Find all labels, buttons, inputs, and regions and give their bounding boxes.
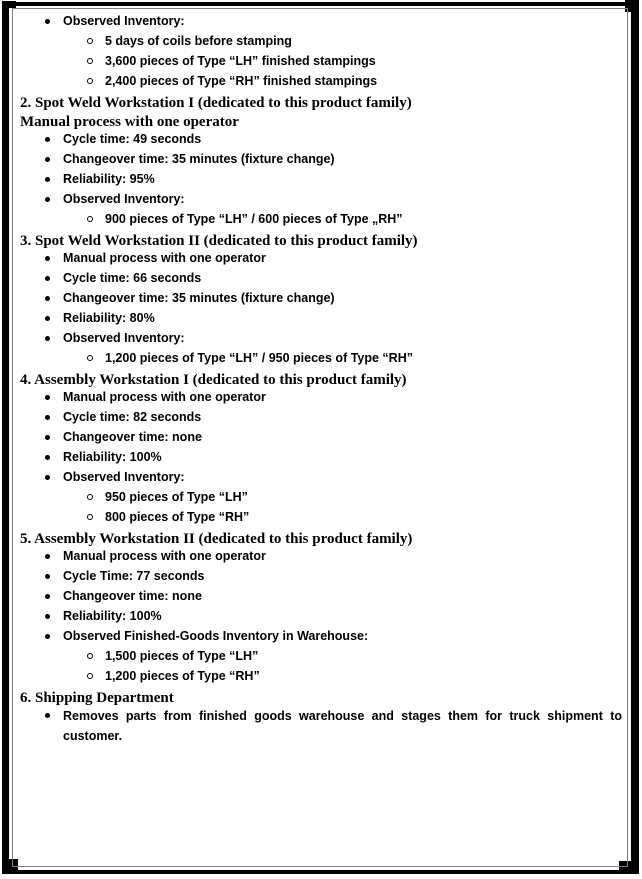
bullet-dot-icon (45, 574, 50, 579)
list-item (44, 193, 622, 206)
bullet-marker (44, 252, 63, 261)
section-heading: 4. Assembly Workstation I (dedicated to this product family) (20, 372, 407, 388)
section-heading: 5. Assembly Workstation II (dedicated to this product family) (20, 531, 413, 547)
list-item (44, 570, 622, 583)
document-body (20, 15, 622, 753)
list-item-text: Observed Finished-Goods Inventory in Warehouse: (63, 629, 369, 643)
bullet-marker (44, 193, 63, 202)
list-item (86, 670, 622, 683)
list-item (44, 709, 622, 746)
bullet-marker (44, 173, 63, 182)
list-item (44, 15, 622, 28)
list-item (44, 272, 622, 285)
list-item-text: Cycle time: 66 seconds (63, 271, 202, 285)
list-item (44, 133, 622, 146)
list-item-text: 2,400 pieces of Type “RH” finished stampings (105, 74, 378, 88)
bullet-dot-icon (45, 296, 50, 301)
list-item-text: 800 pieces of Type “RH” (105, 510, 250, 524)
list-item-text: Manual process with one operator (63, 390, 266, 404)
bullet-marker (86, 55, 105, 64)
list-item-text: Removes parts from finished goods warehouse and stages them for truck shipment to customer. (63, 709, 622, 743)
list-item-text: 1,200 pieces of Type “RH” (105, 669, 260, 683)
bullet-marker (86, 213, 105, 222)
bullet-dot-icon (45, 614, 50, 619)
bullet-marker (86, 491, 105, 500)
bullet-dot-icon (45, 197, 50, 202)
bullet-dot-icon (45, 713, 50, 718)
list-item-text: Observed Inventory: (63, 192, 185, 206)
bullet-marker (44, 709, 63, 718)
bullet-marker (44, 133, 63, 142)
bullet-circle-icon (87, 216, 93, 222)
page-border-right (631, 1, 639, 874)
bullet-marker (44, 451, 63, 460)
page-border-left (2, 1, 9, 873)
bullet-dot-icon (45, 475, 50, 480)
bullet-circle-icon (87, 514, 93, 520)
list-item-text: Cycle Time: 77 seconds (63, 569, 205, 583)
list-item-text: Changeover time: 35 minutes (fixture change) (63, 291, 335, 305)
list-item (44, 550, 622, 563)
bullet-circle-icon (87, 38, 93, 44)
bullet-dot-icon (45, 455, 50, 460)
bullet-dot-icon (45, 395, 50, 400)
list-item-text: Reliability: 80% (63, 311, 155, 325)
list-item-text: Manual process with one operator (63, 251, 266, 265)
bullet-marker (44, 272, 63, 281)
list-item-text: 1,500 pieces of Type “LH” (105, 649, 259, 663)
bullet-marker (44, 15, 63, 24)
bullet-marker (86, 670, 105, 679)
list-item (44, 391, 622, 404)
bullet-dot-icon (45, 415, 50, 420)
bullet-circle-icon (87, 673, 93, 679)
list-item (86, 491, 622, 504)
list-item (44, 292, 622, 305)
list-item (86, 352, 622, 365)
list-item-text: Changeover time: 35 minutes (fixture change) (63, 152, 335, 166)
page-border-corner-top-right (625, 0, 639, 12)
bullet-marker (44, 411, 63, 420)
list-item-text: Changeover time: none (63, 589, 202, 603)
list-item-text: 1,200 pieces of Type “LH” / 950 pieces of Type “RH” (105, 351, 413, 365)
list-item (44, 332, 622, 345)
list-item-text: Cycle time: 49 seconds (63, 132, 202, 146)
list-item-text: Changeover time: none (63, 430, 202, 444)
bullet-marker (44, 610, 63, 619)
list-item (44, 630, 622, 643)
list-item (44, 153, 622, 166)
list-item-text: Observed Inventory: (63, 14, 185, 28)
list-item (44, 312, 622, 325)
bullet-dot-icon (45, 435, 50, 440)
bullet-marker (44, 391, 63, 400)
bullet-dot-icon (45, 336, 50, 341)
section-heading: 3. Spot Weld Workstation II (dedicated to this product family) (20, 233, 418, 249)
bullet-marker (44, 332, 63, 341)
section-heading: 6. Shipping Department (20, 690, 174, 706)
bullet-circle-icon (87, 78, 93, 84)
bullet-marker (44, 153, 63, 162)
bullet-marker (86, 352, 105, 361)
bullet-marker (44, 292, 63, 301)
page-border-top (2, 2, 639, 6)
list-item-text: 950 pieces of Type “LH” (105, 490, 248, 504)
list-item (86, 35, 622, 48)
section-heading: 2. Spot Weld Workstation I (dedicated to this product family) (20, 95, 412, 111)
bullet-marker (44, 431, 63, 440)
list-item (44, 252, 622, 265)
list-item-text: Manual process with one operator (63, 549, 266, 563)
list-item (44, 610, 622, 623)
bullet-marker (44, 550, 63, 559)
bullet-marker (44, 471, 63, 480)
list-item (44, 431, 622, 444)
list-item-text: Observed Inventory: (63, 331, 185, 345)
list-item-text: Cycle time: 82 seconds (63, 410, 202, 424)
bullet-dot-icon (45, 157, 50, 162)
bullet-marker (44, 570, 63, 579)
bullet-marker (86, 511, 105, 520)
page-border-corner-top-left (2, 1, 16, 8)
list-item (86, 213, 622, 226)
list-item (86, 55, 622, 68)
bullet-marker (44, 590, 63, 599)
bullet-circle-icon (87, 494, 93, 500)
bullet-marker (86, 75, 105, 84)
bullet-circle-icon (87, 58, 93, 64)
list-item-text: 900 pieces of Type “LH” / 600 pieces of Type „RH” (105, 212, 403, 226)
page-border-corner-bottom-left (2, 859, 18, 874)
bullet-circle-icon (87, 653, 93, 659)
bullet-dot-icon (45, 276, 50, 281)
list-item (44, 471, 622, 484)
list-item (44, 451, 622, 464)
bullet-dot-icon (45, 634, 50, 639)
bullet-marker (86, 35, 105, 44)
list-item-text: Reliability: 95% (63, 172, 155, 186)
page-border-bottom (3, 870, 639, 874)
list-item-text: Reliability: 100% (63, 450, 162, 464)
bullet-marker (86, 650, 105, 659)
bullet-dot-icon (45, 177, 50, 182)
list-item (44, 173, 622, 186)
bullet-dot-icon (45, 137, 50, 142)
list-item-text: 5 days of coils before stamping (105, 34, 292, 48)
bullet-circle-icon (87, 355, 93, 361)
bullet-dot-icon (45, 256, 50, 261)
bullet-marker (44, 312, 63, 321)
list-item-text: Reliability: 100% (63, 609, 162, 623)
page-border-corner-bottom-right (619, 861, 639, 874)
bullet-dot-icon (45, 594, 50, 599)
list-item-text: Observed Inventory: (63, 470, 185, 484)
list-item (86, 650, 622, 663)
bullet-marker (44, 630, 63, 639)
list-item-text: 3,600 pieces of Type “LH” finished stampings (105, 54, 376, 68)
list-item (44, 411, 622, 424)
bullet-dot-icon (45, 19, 50, 24)
list-item (86, 511, 622, 524)
list-item (86, 75, 622, 88)
section-heading: Manual process with one operator (20, 114, 239, 130)
list-item (44, 590, 622, 603)
bullet-dot-icon (45, 316, 50, 321)
bullet-dot-icon (45, 554, 50, 559)
